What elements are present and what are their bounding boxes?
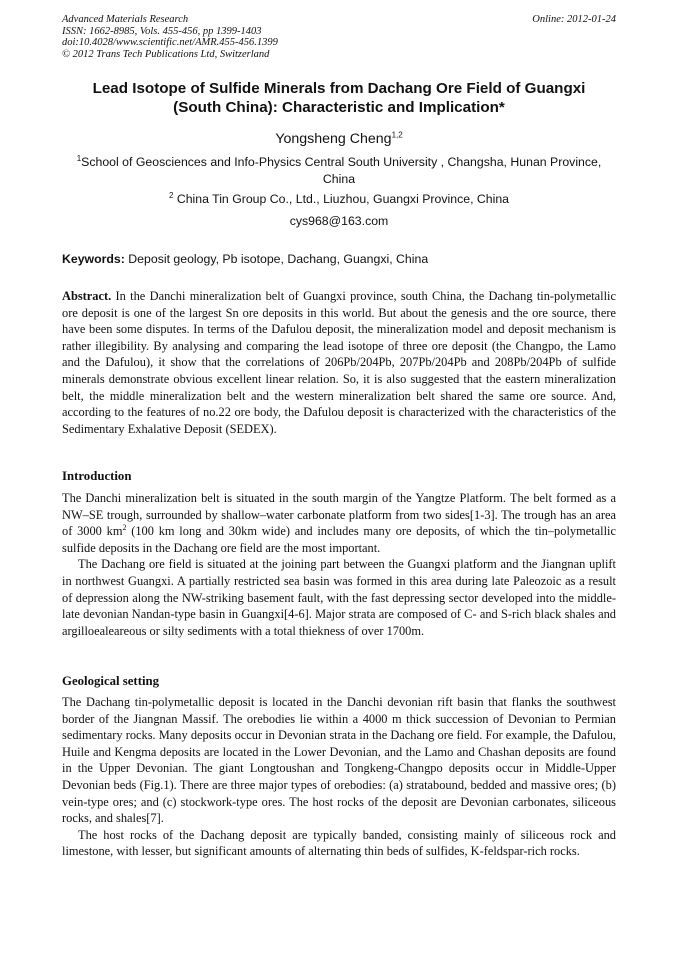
abstract-label: Abstract.	[62, 289, 112, 303]
abstract-text: In the Danchi mineralization belt of Guangxi province, south China, the Dachang tin-polymetallic ore deposit is one of the largest Sn ore deposits in this world. But about the genesis and the ore source, there have been some disputes. In terms of the Dafulou deposit, the mineralization model and deposit mechanism is rather illegibility. By analysing and comparing the lead isotope of three ore deposit (the Changpo, the Lamo and the Dafulou), it show that the correlations of 206Pb/204Pb, 207Pb/204Pb and 208Pb/204Pb of sulfide minerals demonstrate obvious excellent linear relation. So, it is also suggested that the eastern mineralization belt, the middle mineralization belt and the western mineralization belt shared the same ore source. And, according to the features of no.22 ore body, the Dafulou deposit is characterized with the characteristics of the Sedimentary Exhalative Deposit (SEDEX).	[62, 289, 616, 436]
author-affiliation-marks: 1,2	[391, 130, 403, 140]
affiliation-1-text: School of Geosciences and Info-Physics Central South University , Changsha, Hunan Province, China	[81, 155, 602, 186]
introduction-paragraph-2: The Dachang ore field is situated at the joining part between the Guangxi platform and the Jiangnan uplift in northwest Guangxi. A partially restricted sea basin was formed in this area during late Paleozoic as a result of depression along the NW-striking basement fault, with the fast depressing sector developed into the middle-late devonian Nandan-type basin in Guangxi[4-6]. Major strata are composed of C- and S-rich black shales and argilloealeareous or silty sediments with a total thiekness of over 1700m.	[62, 557, 616, 638]
area-unit-exponent: 2	[122, 523, 127, 533]
author-name: Yongsheng Cheng	[275, 131, 392, 147]
abstract	[62, 288, 616, 437]
geological-setting-paragraph-2: The host rocks of the Dachang deposit are typically banded, consisting mainly of siliceous rock and limestone, with lesser, but significant amounts of alternating thin beds of sulfides, K-feldspar-rich rocks.	[62, 827, 616, 859]
affiliation-2-text: China Tin Group Co., Ltd., Liuzhou, Guangxi Province, China	[173, 192, 510, 206]
affiliation-2	[62, 191, 616, 208]
keywords-text: Deposit geology, Pb isotope, Dachang, Guangxi, China	[124, 252, 429, 266]
introduction-p1-part-a: The Danchi mineralization belt is situated in the south margin of the Yangtze Platform. The belt formed as a NW–SE trough, surrounded by shallow–water carbonate platform from two sides[1-3]. The trough has an area of 3000 km	[62, 491, 616, 539]
affiliation-1	[62, 154, 616, 188]
paper-title	[62, 79, 616, 117]
keywords	[62, 251, 616, 267]
online-date: Online: 2012-01-24	[532, 14, 616, 25]
affiliation-1-mark: 1	[76, 153, 82, 163]
journal-name: Advanced Materials Research	[62, 14, 189, 25]
keywords-label: Keywords:	[62, 252, 125, 266]
title-line-1: Lead Isotope of Sulfide Minerals from Dachang Ore Field of Guangxi	[92, 80, 586, 97]
geological-setting-heading: Geological setting	[62, 674, 160, 688]
author-email: cys968@163.com	[289, 214, 389, 228]
title-line-2: (South China): Characteristic and Implication*	[173, 99, 505, 116]
copyright-line: © 2012 Trans Tech Publications Ltd, Switzerland	[62, 48, 270, 60]
geological-setting-paragraph-1: The Dachang tin-polymetallic deposit is located in the Danchi devonian rift basin that flanks the southwest border of the Jiangnan Massif. The orebodies lie within a 4000 m thick succession of Devonian to Permian sedimentary rocks. Many deposits occur in Devonian strata in the Dachang ore field. For example, the Dafulou, Huile and Kengma deposits are located in the Lower Devonian, and the Lamo and Chashan deposits are found in the Upper Devonian. The giant Longtoushan and Tongkeng-Changpo deposits occur in Middle-Upper Devonian beds (Fig.1). There are three major types of orebodies: (a) stratabound, bedded and massive ores; (b) vein-type ores; and (c) stockwork-type ores. The host rocks of the deposit are Devonian carbonates, siliceous rocks, and shales[7].	[62, 695, 616, 826]
journal-header	[62, 14, 616, 60]
author	[62, 131, 616, 148]
introduction-heading: Introduction	[62, 469, 132, 483]
issn-line: ISSN: 1662-8985, Vols. 455-456, pp 1399-1403	[62, 25, 262, 37]
geological-setting-section	[62, 694, 616, 860]
introduction-p1-part-b: (100 km long and 30km wide) and includes many ore deposits, of which the tin–polymetallic sulfide deposits in the Dachang ore field are the most important.	[62, 524, 616, 555]
affiliation-2-mark: 2	[168, 190, 174, 200]
introduction-section	[62, 490, 616, 639]
introduction-paragraph-1	[62, 490, 616, 556]
doi-line: doi:10.4028/www.scientific.net/AMR.455-456.1399	[62, 37, 278, 49]
